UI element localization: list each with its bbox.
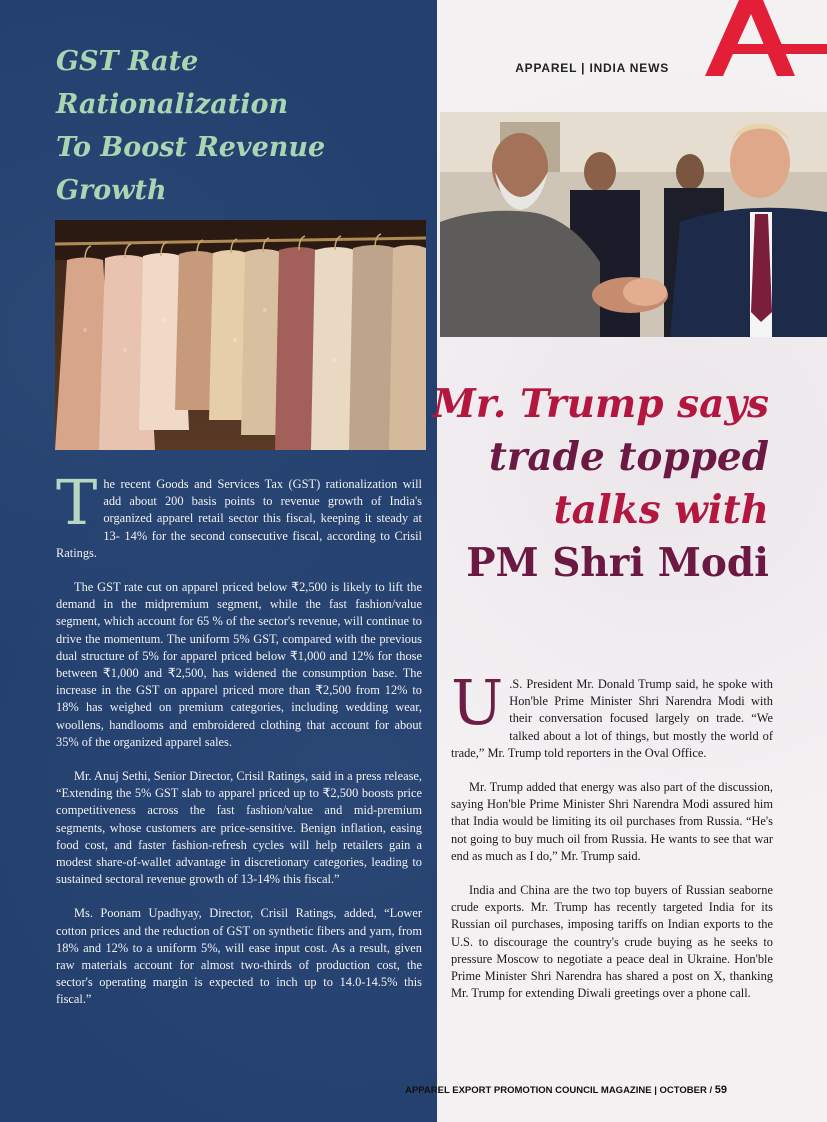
left-paragraph: The recent Goods and Services Tax (GST) rationalization will add about 200 basis points to revenue growth of India's organized apparel retail sector this fiscal, keeping it steady at 13- 14% for the second consecutive fiscal, according to Crisil Ratings. [56,466,422,560]
page-number: 59 [714,1084,727,1096]
dropcap-u: U [451,666,504,739]
right-title-line: PM Shri Modi [466,540,769,586]
right-article-body [451,666,773,1019]
dropcap-t: T [56,466,98,539]
section-label: APPAREL | INDIA NEWS [515,61,669,75]
right-paragraph: Mr. Trump added that energy was also part of the discussion, saying Hon'ble Prime Minister Shri Narendra Modi assured him that India would be limiting its oil purchases from Russia. “He's not going to buy much oil from Russia. He wants to see that war end as much as I do,” Mr. Trump said. [451,780,773,863]
right-title-line: talks with [553,487,769,533]
right-article-title [429,378,769,590]
clothing-rack-photo [55,220,426,450]
footer-text: APPAREL EXPORT PROMOTION COUNCIL MAGAZINE | OCTOBER / [405,1085,713,1096]
right-title-line: trade topped [488,434,769,480]
left-paragraph: The GST rate cut on apparel priced below ₹2,500 is likely to lift the demand in the midpremium segment, while the fast fashion/value segment, which account for 65 % of the sector's revenue, will continue to drive the momentum. The uniform 5% GST, compared with the previous dual structure of 5% for apparel priced below ₹1,000 and 12% for those between ₹1,000 and ₹2,500, has widened the consumption base. The increase in the GST on apparel priced more than ₹2,500 from 12% to 18% has weighed on premium categories, including wedding wear, woollens, handlooms and embroidered clothing that account for about 35% of the organized apparel sales. [56,580,422,749]
handshake-photo [440,112,827,337]
apparel-logo [677,0,827,76]
left-title-line: GST Rate Rationalization [56,46,289,120]
right-title-line: Mr. Trump says [432,381,769,427]
right-paragraph: India and China are the two top buyers of Russian seaborne crude exports. Mr. Trump has recently targeted India for its Russian oil purchases, imposing tariffs on Indian exports to the U.S. to discourage the country's crude buying as he seeks to pressure Moscow to negotiate a peace deal in Ukraine. Hon'ble Prime Minister Shri Narendra has shared a post on X, thanking Mr. Trump for extending Diwali greetings over a phone call. [451,883,773,1001]
left-paragraph: Ms. Poonam Upadhyay, Director, Crisil Ratings, added, “Lower cotton prices and the reduction of GST on synthetic fibers and yarn, from 18% and 12% to a uniform 5%, will ease input cost. As a result, given raw materials account for almost two-thirds of production cost, the sector's operating margin is expected to inch up to 14.0-14.5% this fiscal.” [56,906,422,1007]
left-title-line: To Boost Revenue Growth [56,132,326,206]
left-article-body [56,466,422,1026]
right-paragraph: U .S. President Mr. Donald Trump said, he spoke with Hon'ble Prime Minister Shri Narendra Modi with their conversation focused largely on trade. “We talked about a lot of things, but mostly the world of trade,” Mr. Trump told reporters in the Oval Office. [451,666,773,760]
left-paragraph: Mr. Anuj Sethi, Senior Director, Crisil Ratings, said in a press release, “Extending the 5% GST slab to apparel priced up to ₹2,500 boosts price competitiveness across the fast fashion/value and mid-premium segments, whose customers are price-sensitive. Benign inflation, easing food cost, and faster fashion-refresh cycles will help retailers gain a modest share-of-wallet advantage in discretionary categories, leading to sustained sectoral revenue growth of 13-14% this fiscal.” [56,769,422,887]
page-footer [405,1084,727,1096]
